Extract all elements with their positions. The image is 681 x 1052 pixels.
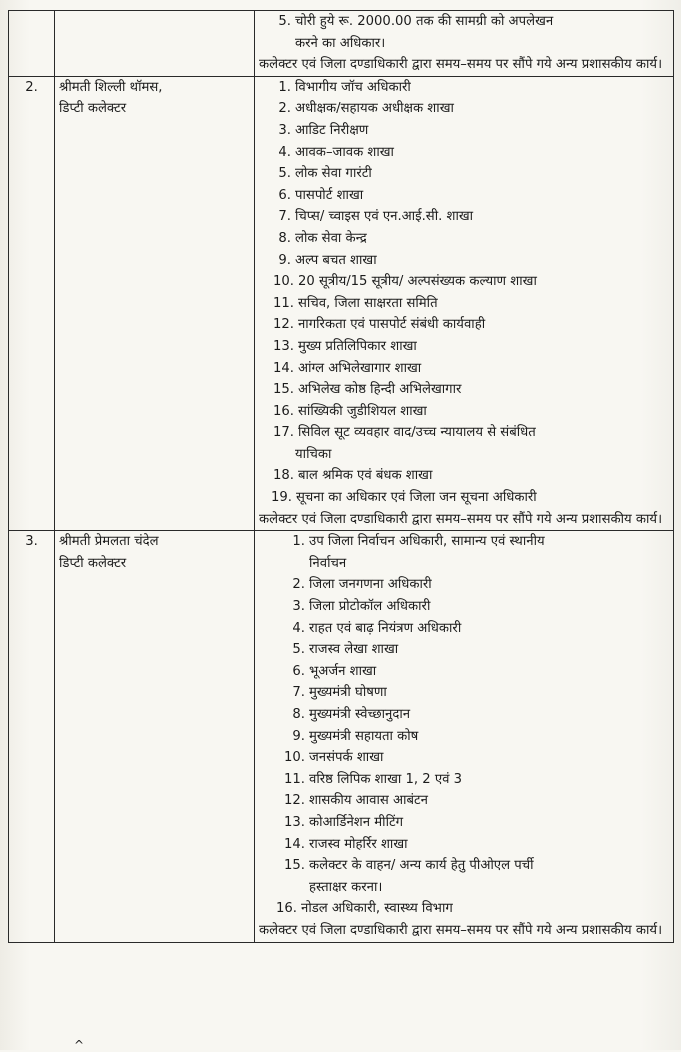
table-row xyxy=(9,11,674,77)
list-item: 4. आवक–जावक शाखा xyxy=(278,144,394,160)
list-item: 15. कलेक्टर के वाहन/ अन्य कार्य हेतु पीओएल पर्ची xyxy=(284,858,534,874)
work-list-cell xyxy=(255,76,674,530)
list-item: 1. उप जिला निर्वाचन अधिकारी, सामान्य एवं स्थानीय xyxy=(292,534,545,550)
list-item: 15. अभिलेख कोष्ठ हिन्दी अभिलेखागार xyxy=(273,382,462,398)
serial-number-cell: 3. xyxy=(9,531,55,942)
list-item: 18. बाल श्रमिक एवं बंधक शाखा xyxy=(273,468,433,484)
list-item-continuation: निर्वाचन xyxy=(309,555,347,571)
list-item: 6. भूअर्जन शाखा xyxy=(292,663,377,679)
serial-number-cell: 2. xyxy=(9,76,55,530)
list-item: 14. राजस्व मोहर्रिर शाखा xyxy=(284,836,408,852)
serial-number-cell xyxy=(9,11,55,77)
list-item: 13. कोआर्डिनेशन मीटिंग xyxy=(284,814,404,830)
list-item: 13. मुख्य प्रतिलिपिकार शाखा xyxy=(273,338,417,354)
list-item: 11. वरिष्ठ लिपिक शाखा 1, 2 एवं 3 xyxy=(284,771,463,787)
list-item: 10. 20 सूत्रीय/15 सूत्रीय/ अल्पसंख्यक कल्याण शाखा xyxy=(273,274,537,290)
closing-note: कलेक्टर एवं जिला दण्डाधिकारी द्वारा समय–समय पर सौंपे गये अन्य प्रशासकीय कार्य। xyxy=(259,57,663,73)
list-item: 4. राहत एवं बाढ़ नियंत्रण अधिकारी xyxy=(292,620,462,636)
closing-note: कलेक्टर एवं जिला दण्डाधिकारी द्वारा समय–समय पर सौंपे गये अन्य प्रशासकीय कार्य। xyxy=(259,922,663,938)
list-item: 11. सचिव, जिला साक्षरता समिति xyxy=(273,295,438,311)
officer-name: श्रीमती प्रेमलता चंदेल xyxy=(59,534,159,550)
table-row xyxy=(9,531,674,942)
list-item: 3. जिला प्रोटोकॉल अधिकारी xyxy=(292,599,431,615)
table-row xyxy=(9,76,674,530)
officer-name-cell xyxy=(55,531,255,942)
work-list-cell xyxy=(255,11,674,77)
closing-note: कलेक्टर एवं जिला दण्डाधिकारी द्वारा समय–समय पर सौंपे गये अन्य प्रशासकीय कार्य। xyxy=(259,511,663,527)
list-item: 3. आडिट निरीक्षण xyxy=(278,122,369,138)
list-item: 17. सिविल सूट व्यवहार वाद/उच्च न्यायालय से संबंधित xyxy=(273,425,536,441)
list-item: 5. चोरी हुये रू. 2000.00 तक की सामग्री को अपलेखन xyxy=(278,14,554,29)
work-list-cell xyxy=(255,531,674,942)
list-item: 2. अधीक्षक/सहायक अधीक्षक शाखा xyxy=(278,101,454,117)
list-item: 9. अल्प बचत शाखा xyxy=(278,252,377,268)
page-edge-mark: ^ xyxy=(74,1038,85,1052)
list-item: 6. पासपोर्ट शाखा xyxy=(278,187,364,203)
list-item: 7. मुख्यमंत्री घोषणा xyxy=(292,685,387,701)
list-item: 10. जनसंपर्क शाखा xyxy=(284,750,384,766)
list-item: 8. मुख्यमंत्री स्वेच्छानुदान xyxy=(292,707,411,722)
list-item-continuation: हस्ताक्षर करना। xyxy=(309,879,383,895)
list-item: 16. नोडल अधिकारी, स्वास्थ्य विभाग xyxy=(276,901,453,917)
list-item: 9. मुख्यमंत्री सहायता कोष xyxy=(292,728,419,744)
officer-designation: डिप्टी कलेक्टर xyxy=(59,555,127,571)
list-item: 14. आंग्ल अभिलेखागार शाखा xyxy=(273,360,422,376)
officer-name: श्रीमती शिल्ली थॉमस, xyxy=(59,79,163,95)
list-item: 5. राजस्व लेखा शाखा xyxy=(292,642,399,658)
list-item: 5. लोक सेवा गारंटी xyxy=(278,166,372,182)
list-item: 1. विभागीय जॉच अधिकारी xyxy=(278,79,411,95)
list-item-continuation: याचिका xyxy=(295,446,332,462)
list-item: 12. शासकीय आवास आबंटन xyxy=(284,793,428,809)
list-item-continuation: करने का अधिकार। xyxy=(295,35,386,51)
list-item: 8. लोक सेवा केन्द्र xyxy=(278,230,367,246)
officer-designation: डिप्टी कलेक्टर xyxy=(59,101,127,117)
work-allocation-table xyxy=(8,10,674,943)
list-item: 2. जिला जनगणना अधिकारी xyxy=(292,577,432,593)
list-item: 12. नागरिकता एवं पासपोर्ट संबंधी कार्यवाही xyxy=(273,317,486,333)
list-item: 7. चिप्स/ च्वाइस एवं एन.आई.सी. शाखा xyxy=(278,209,474,225)
officer-name-cell xyxy=(55,11,255,77)
list-item: 19. सूचना का अधिकार एवं जिला जन सूचना अधिकारी xyxy=(271,490,537,506)
officer-name-cell xyxy=(55,76,255,530)
list-item: 16. सांख्यिकी जुडीशियल शाखा xyxy=(273,403,427,419)
